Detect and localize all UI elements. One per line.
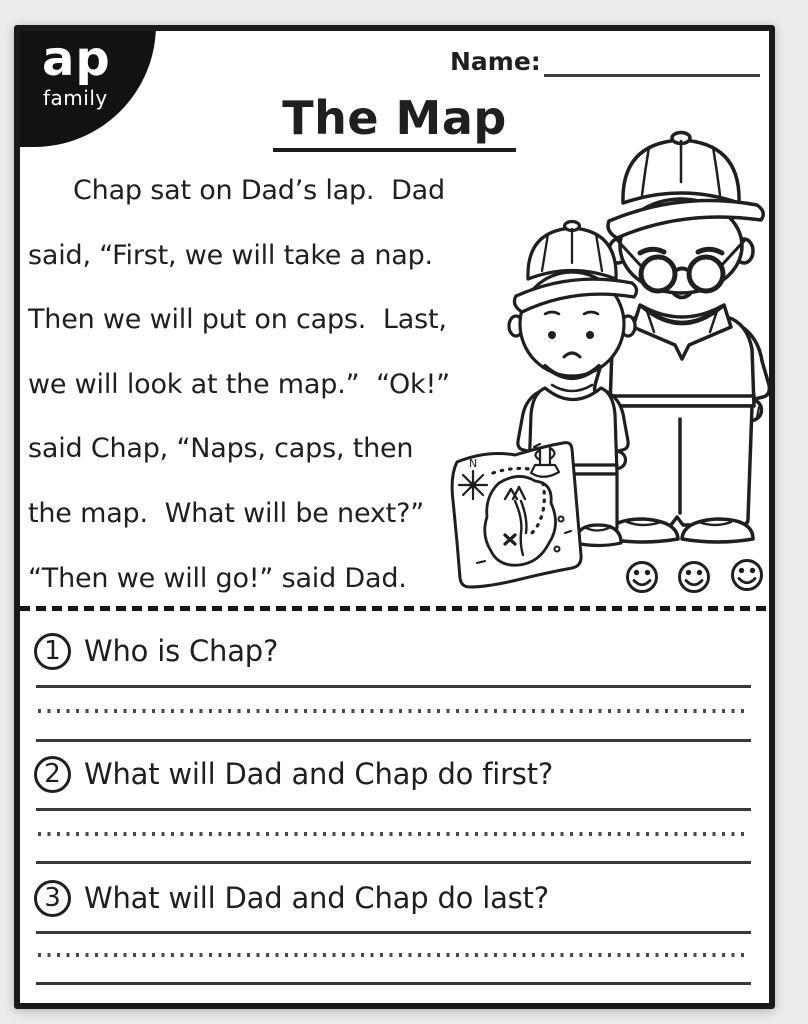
question-1 [34, 629, 278, 673]
smiley-face-icon [733, 561, 762, 590]
compass-north-label: N [469, 457, 478, 470]
answer-line-solid[interactable] [36, 685, 751, 688]
story-line: the map. What will be next?” [28, 497, 424, 529]
answer-line-solid[interactable] [36, 739, 751, 742]
story-line: we will look at the map.” “Ok!” [28, 368, 450, 400]
name-row [450, 41, 760, 77]
story-line: Chap sat on Dad’s lap. Dad [73, 175, 445, 206]
name-line[interactable] [544, 46, 760, 77]
question-text: What will Dad and Chap do first? [84, 757, 554, 791]
question-number: 1 [34, 633, 71, 670]
story-line: “Then we will go!” said Dad. [28, 562, 407, 594]
question-number: 2 [34, 756, 71, 793]
name-label: Name: [450, 47, 541, 76]
answer-line-solid[interactable] [36, 861, 751, 864]
worksheet-page [14, 25, 775, 1009]
question-3 [34, 876, 549, 920]
question-text: What will Dad and Chap do last? [84, 881, 549, 915]
story-illustration [421, 119, 775, 611]
page-title: The Map [273, 91, 516, 152]
story-line: Then we will put on caps. Last, [28, 304, 447, 336]
smiley-face-icon [680, 563, 709, 592]
question-2 [34, 752, 553, 796]
answer-line-dotted[interactable] [38, 709, 749, 713]
answer-line-dotted[interactable] [38, 953, 749, 957]
question-number: 3 [34, 880, 71, 917]
answer-line-solid[interactable] [36, 808, 751, 811]
story-line: said, “First, we will take a nap. [28, 239, 433, 271]
section-divider [20, 606, 769, 611]
answer-line-solid[interactable] [36, 931, 751, 934]
smiley-face-icon [628, 563, 657, 592]
answer-line-solid[interactable] [36, 982, 751, 985]
answer-line-dotted[interactable] [38, 832, 749, 836]
treasure-map-icon [452, 443, 581, 587]
brand-badge-text: ap [42, 31, 111, 87]
question-text: Who is Chap? [84, 634, 279, 668]
story-line: said Chap, “Naps, caps, then [28, 433, 414, 465]
brand-badge-subtext: family [43, 86, 108, 110]
